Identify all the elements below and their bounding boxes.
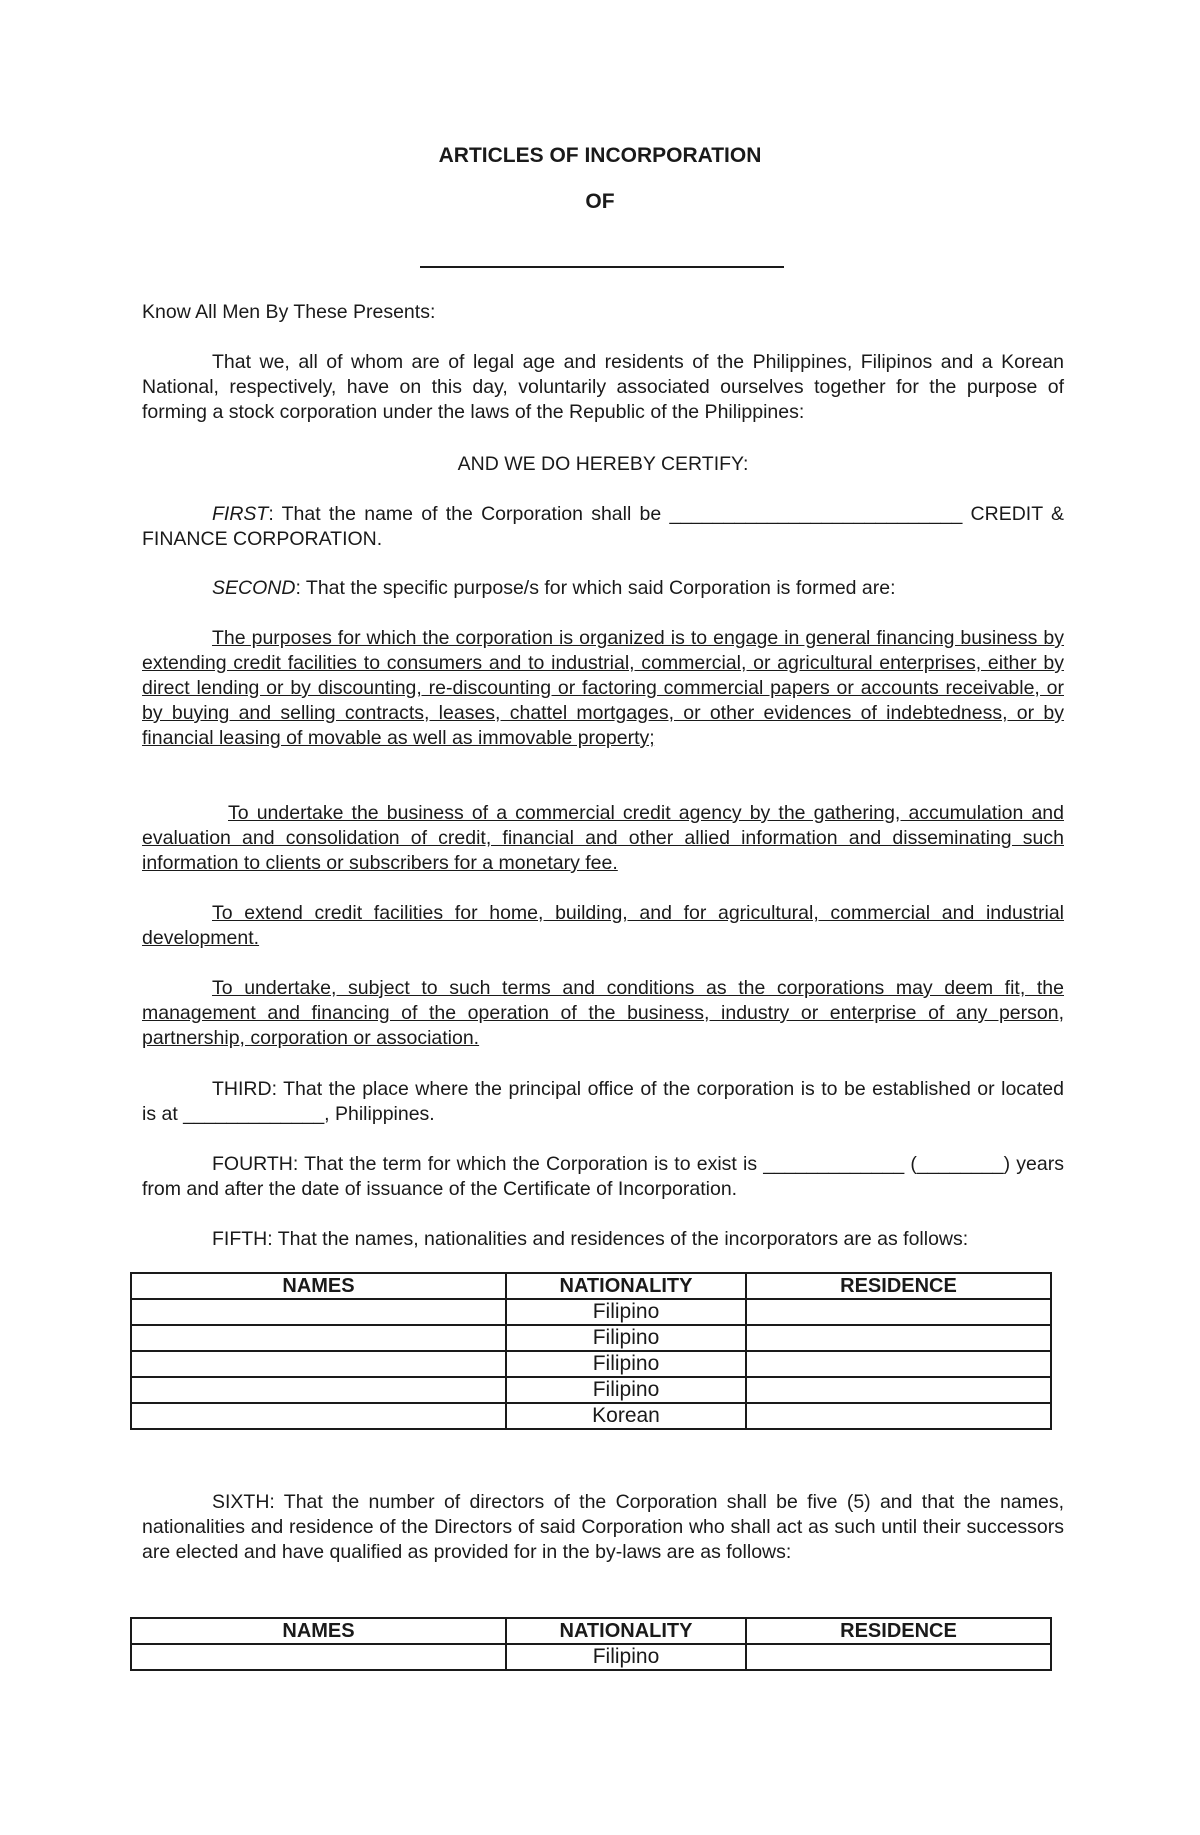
residence-cell bbox=[746, 1377, 1051, 1403]
residence-cell bbox=[746, 1403, 1051, 1429]
purpose-paragraph-3: To extend credit facilities for home, building, and for agricultural, commercial and industrial development. bbox=[142, 902, 1064, 949]
first-article bbox=[142, 502, 1064, 552]
sixth-article: SIXTH: That the number of directors of the Corporation shall be five (5) and that the names, nationalities and residence of the Directors of said Corporation who shall act as such until their successors are elected and have qualified as provided for in the by-laws are as follows: bbox=[142, 1491, 1064, 1563]
purpose-paragraph-4: To undertake, subject to such terms and conditions as the corporations may deem fit, the management and financing of the operation of the business, industry or enterprise of any person, partnership, corporation or association. bbox=[142, 977, 1064, 1049]
incorporators-table bbox=[130, 1272, 1052, 1430]
table-row bbox=[131, 1325, 1051, 1351]
nationality-cell: Filipino bbox=[506, 1325, 746, 1351]
title-of: OF bbox=[585, 190, 615, 213]
residence-cell bbox=[746, 1325, 1051, 1351]
purpose-paragraph-1: The purposes for which the corporation is organized is to engage in general financing business by extending credit facilities to consumers and to industrial, commercial, or agricultural enterprises, either by direct lending or by discounting, re-discounting or factoring commercial papers or accounts receivable, or by buying and selling contracts, leases, chattel mortgages, or other evidences of indebtedness, or by financial leasing of movable as well as immovable property; bbox=[142, 627, 1064, 749]
residence-header: RESIDENCE bbox=[746, 1618, 1051, 1644]
third-article: THIRD: That the place where the principal office of the corporation is to be established or located is at _____________, Philippines. bbox=[142, 1078, 1064, 1125]
directors-table bbox=[130, 1617, 1052, 1671]
residence-header: RESIDENCE bbox=[746, 1273, 1051, 1299]
table-row bbox=[131, 1377, 1051, 1403]
name-cell bbox=[131, 1325, 506, 1351]
residence-cell bbox=[746, 1299, 1051, 1325]
nationality-header: NATIONALITY bbox=[506, 1273, 746, 1299]
name-cell bbox=[131, 1299, 506, 1325]
second-label: SECOND bbox=[212, 577, 296, 599]
second-article bbox=[142, 576, 1064, 601]
names-header: NAMES bbox=[131, 1273, 506, 1299]
first-text: : That the name of the Corporation shall be ___________________________ CREDIT & FINANCE CORPORATION. bbox=[142, 503, 1064, 550]
nationality-cell: Filipino bbox=[506, 1644, 746, 1670]
fourth-article: FOURTH: That the term for which the Corporation is to exist is _____________ (________) years from and after the date of issuance of the Certificate of Incorporation. bbox=[142, 1153, 1064, 1200]
certify-heading: AND WE DO HEREBY CERTIFY: bbox=[457, 453, 749, 475]
names-header: NAMES bbox=[131, 1618, 506, 1644]
table-row bbox=[131, 1644, 1051, 1670]
nationality-header: NATIONALITY bbox=[506, 1618, 746, 1644]
nationality-cell: Filipino bbox=[506, 1377, 746, 1403]
name-cell bbox=[131, 1351, 506, 1377]
table-row bbox=[131, 1299, 1051, 1325]
residence-cell bbox=[746, 1351, 1051, 1377]
nationality-cell: Filipino bbox=[506, 1299, 746, 1325]
intro-paragraph: That we, all of whom are of legal age and residents of the Philippines, Filipinos and a Korean National, respectively, have on this day, voluntarily associated ourselves together for the purpose of forming a stock corporation under the laws of the Republic of the Philippines: bbox=[142, 351, 1064, 423]
page-title: ARTICLES OF INCORPORATION bbox=[438, 144, 762, 167]
second-text: : That the specific purpose/s for which said Corporation is formed are: bbox=[295, 577, 896, 599]
name-cell bbox=[131, 1377, 506, 1403]
name-cell bbox=[131, 1403, 506, 1429]
table-row bbox=[131, 1403, 1051, 1429]
greeting: Know All Men By These Presents: bbox=[142, 301, 436, 323]
corporation-name-blank-line bbox=[420, 266, 784, 268]
table-header-row bbox=[131, 1618, 1051, 1644]
purpose-paragraph-2: To undertake the business of a commercial credit agency by the gathering, accumulation and evaluation and consolidation of credit, financial and other allied information and disseminating such information to clients or subscribers for a monetary fee. bbox=[142, 802, 1064, 874]
nationality-cell: Korean bbox=[506, 1403, 746, 1429]
residence-cell bbox=[746, 1644, 1051, 1670]
nationality-cell: Filipino bbox=[506, 1351, 746, 1377]
name-cell bbox=[131, 1644, 506, 1670]
table-row bbox=[131, 1351, 1051, 1377]
fifth-article: FIFTH: That the names, nationalities and residences of the incorporators are as follows: bbox=[212, 1228, 969, 1250]
first-label: FIRST bbox=[212, 503, 269, 525]
table-header-row bbox=[131, 1273, 1051, 1299]
